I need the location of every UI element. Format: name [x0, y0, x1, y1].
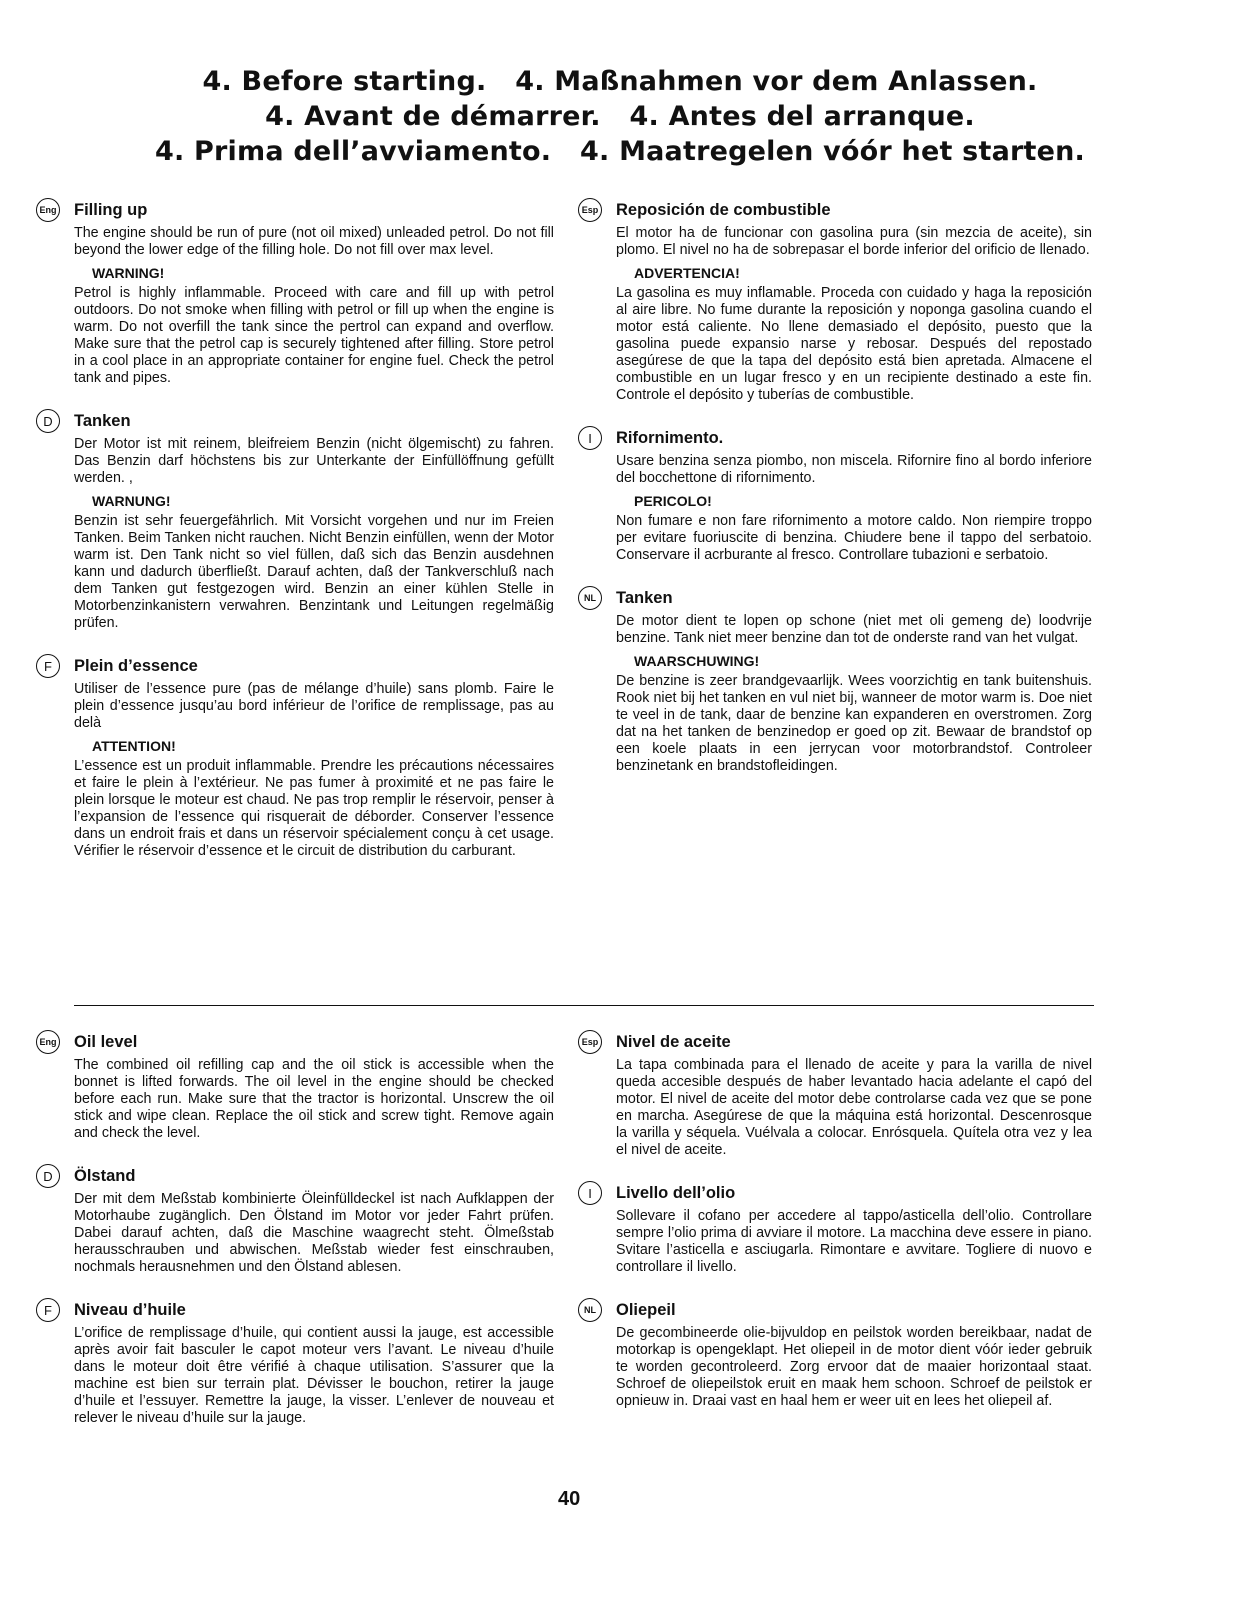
- lang-nl-icon: NL: [578, 1298, 602, 1322]
- top-right-column: [581, 198, 1092, 797]
- section-title: Nivel de aceite: [616, 1032, 731, 1051]
- lang-en-icon: Eng: [36, 198, 60, 222]
- warning-text: Benzin ist sehr feuergefährlich. Mit Vorsicht vorgehen und nur im Freien Tanken. Beim Tanken nicht rauchen. Nicht Benzin einfüllen, wenn der Motor warm ist. Den Tank nicht so viel füllen, daß sich das Benzin ausdehnen kann und dadurch überfließt. Darauf achten, daß der Tankverschluß nach dem Tanken gut festgezogen wird. Benzin an einer kühlen Stelle in Motorbenzinkanistern verwahren. Benzintank und Leitungen regelmäßig prüfen.: [74, 513, 554, 631]
- section-intro: De motor dient te lopen op schone (niet met oli gemeng de) loodvrije benzine. Tank niet meer benzine dan tot de onderste rand van het vulgat.: [616, 613, 1092, 646]
- section-title: Oil level: [74, 1032, 138, 1051]
- section-rifornimento-it: [588, 426, 1092, 564]
- lang-it-icon: I: [578, 426, 602, 450]
- section-intro: Der Motor ist mit reinem, bleifreiem Benzin (nicht ölgemischt) zu fahren. Das Benzin darf höchstens bis zur Unterkante der Einfüllöffnung gefüllt werden. ,: [74, 436, 554, 486]
- lang-fr-icon: F: [36, 654, 60, 678]
- section-olstand-de: [43, 1164, 554, 1276]
- section-text: Der mit dem Meßstab kombinierte Öleinfülldeckel ist nach Aufklappen der Motorhaube zugänglich. Den Ölstand im Motor vor jeder Fahrt prüfen. Dabei darauf achten, daß die Maschine waagrecht steht. Ölmeßstab herausschrauben und abwischen. Meßstab wieder fest einschrauben, nochmals herausnehmen und den Ölstand ablesen.: [74, 1191, 554, 1275]
- section-livello-it: [588, 1181, 1092, 1276]
- header-line-1: 4. Before starting. 4. Maßnahmen vor dem Anlassen.: [202, 66, 1038, 97]
- section-text: De gecombineerde olie-bijvuldop en peilstok worden bereikbaar, nadat de motorkap is opengeklapt. Het oliepeil in de motor dient vóór ieder gebruik te worden gecontroleerd. Zorg ervoor dat de maaier horizontaal staat. Schroef de oliepeilstok eruit en maak hem schoon. Schroef de peilstok er opnieuw in. Draai vast en haal hem er weer uit en lees het oliepeil af.: [616, 1325, 1092, 1409]
- header-line-2: 4. Avant de démarrer. 4. Antes del arranque.: [265, 101, 975, 132]
- section-nivel-es: [581, 1030, 1092, 1159]
- section-intro: El motor ha de funcionar con gasolina pura (sin mezcia de aceite), sin plomo. El nivel no ha de sobrepasar el borde inferior del orificio de llenado.: [616, 225, 1092, 258]
- section-title: Filling up: [74, 200, 148, 219]
- section-reposicion-es: [581, 198, 1092, 404]
- lang-it-icon: I: [578, 1181, 602, 1205]
- section-oil-level-en: [39, 1030, 554, 1142]
- section-niveau-fr: [44, 1298, 554, 1427]
- section-intro: Utiliser de l’essence pure (pas de mélange d’huile) sans plomb. Faire le plein d’essence jusqu’au bord inférieur de l’orifice de remplissage, pas au delà: [74, 681, 554, 731]
- warning-label: WARNING!: [92, 265, 165, 281]
- lang-fr-icon: F: [36, 1298, 60, 1322]
- warning-text: L’essence est un produit inflammable. Prendre les précautions nécessaires et faire le plein à l’extérieur. Ne pas fumer à proximité et ne pas faire le plein lorsque le moteur est chaud. Ne pas trop remplir le réservoir, penser à l’expansion de l’essence qui risquerait de déborder. Conserver l’essence dans un endroit frais et dans un réservoir spécialement conçu à cet usage. Vérifier le réservoir d’essence et le circuit de distribution du carburant.: [74, 758, 554, 859]
- section-title: Tanken: [74, 411, 131, 430]
- top-left-column: [39, 198, 554, 882]
- section-intro: Usare benzina senza piombo, non miscela. Rifornire fino al bordo inferiore del bocchettone di rifornimento.: [616, 453, 1092, 486]
- warning-label: ADVERTENCIA!: [634, 265, 740, 281]
- lang-nl-icon: NL: [578, 586, 602, 610]
- section-tanken-de: [43, 409, 554, 632]
- lang-de-icon: D: [36, 409, 60, 433]
- lang-en-icon: Eng: [36, 1030, 60, 1054]
- section-text: Sollevare il cofano per accedere al tappo/asticella dell’olio. Controllare sempre l’olio prima di avviare il motore. La macchina deve essere in piano. Svitare l’asticella e asciugarla. Rimontare e avvitare. Togliere di nuovo e controllare il livello.: [616, 1208, 1092, 1275]
- lang-es-icon: Esp: [578, 198, 602, 222]
- warning-label: ATTENTION!: [92, 738, 176, 754]
- warning-label: WARNUNG!: [92, 493, 171, 509]
- section-filling-up-en: [39, 198, 554, 387]
- bottom-left-column: [39, 1030, 554, 1449]
- section-title: Livello dell’olio: [616, 1183, 736, 1202]
- section-divider: [74, 1005, 1094, 1006]
- section-text: La tapa combinada para el llenado de aceite y para la varilla de nivel queda accesible después de haber levantado hacia adelante el capó del motor. El nivel de aceite del motor debe controlarse cada vez que se pone en marcha. Asegúrese de que la máquina está horizontal. Descenrosque la varilla y séquela. Vuélvala a colocar. Enrósquela. Quítela otra vez y lea el nivel de aceite.: [616, 1057, 1092, 1158]
- warning-text: Petrol is highly inflammable. Proceed with care and fill up with petrol outdoors. Do not smoke when filling with petrol or fill up when the engine is warm. Do not overfill the tank since the pertrol can expand and overflow. Make sure that the petrol cap is securely tightened after filling. Store petrol in a cool place in an appropriate container for engine fuel. Check the petrol tank and pipes.: [74, 285, 554, 386]
- lang-es-icon: Esp: [578, 1030, 602, 1054]
- section-title: Ölstand: [74, 1166, 136, 1185]
- lang-de-icon: D: [36, 1164, 60, 1188]
- section-title: Niveau d’huile: [74, 1300, 186, 1319]
- section-intro: The engine should be run of pure (not oil mixed) unleaded petrol. Do not fill beyond the lower edge of the filling hole. Do not fill over max level.: [74, 225, 554, 258]
- section-title: Reposición de combustible: [616, 200, 831, 219]
- section-title: Rifornimento.: [616, 428, 724, 447]
- warning-text: Non fumare e non fare rifornimento a motore caldo. Non riempire troppo per evitare fuoriuscite di benzina. Chiudere bene il tappo del serbatoio. Conservare il acrburante al fresco. Controllare tubazioni e serbatoio.: [616, 513, 1092, 563]
- section-title: Plein d’essence: [74, 656, 198, 675]
- page-header: [0, 64, 1240, 169]
- section-oliepeil-nl: [584, 1298, 1092, 1410]
- header-line-3: 4. Prima dell’avviamento. 4. Maatregelen vóór het starten.: [154, 136, 1085, 167]
- warning-text: De benzine is zeer brandgevaarlijk. Wees voorzichtig en tank buitenshuis. Rook niet bij het tanken en vul niet bij, wanneer de motor warm is. Doe niet te veel in de tank, daar de benzine kan expanderen en overstromen. Zorg dat na het tanken de benzinedop er goed op zit. Bewaar de brandstof op een koele plaats in een jerrycan voor motorbrandstof. Controleer benzinetank en brandstofleidingen.: [616, 673, 1092, 774]
- section-title: Tanken: [616, 588, 673, 607]
- section-tanken-nl: [584, 586, 1092, 775]
- bottom-right-column: [581, 1030, 1092, 1432]
- warning-label: PERICOLO!: [634, 493, 712, 509]
- section-text: L’orifice de remplissage d’huile, qui contient aussi la jauge, est accessible après avoir fait basculer le capot moteur vers l’avant. Le niveau d’huile dans le moteur doit être vérifié à chaque utilisation. S’assurer que la machine est bien sur terrain plat. Dévisser le bouchon, retirer la jauge d’huile et l’essuyer. Remettre la jauge, la visser. L’enlever de nouveau et relever le niveau d’huile sur la jauge.: [74, 1325, 554, 1426]
- warning-label: WAARSCHUWING!: [634, 653, 760, 669]
- section-plein-fr: [44, 654, 554, 860]
- warning-text: La gasolina es muy inflamable. Proceda con cuidado y haga la reposición al aire libre. No fume durante la reposición y noponga gasolina cuando el motor está caliente. No llene demasiado el depósito, puesto que la gasolina puede expansio narse y rebosar. Después del repostado asegúrese de que la tapa del depósito está bien apretada. Almacene el combustible en un lugar fresco y en un recipiente destinado a este fin. Controle el depósito y tuberías de combustible.: [616, 285, 1092, 403]
- section-text: The combined oil refilling cap and the oil stick is accessible when the bonnet is lifted forwards. The oil level in the engine should be checked before each run. Make sure that the tractor is horizontal. Unscrew the oil stick and wipe clean. Replace the oil stick and screw tight. Remove again and check the level.: [74, 1057, 554, 1141]
- page-number: 40: [558, 1488, 581, 1510]
- section-title: Oliepeil: [616, 1300, 676, 1319]
